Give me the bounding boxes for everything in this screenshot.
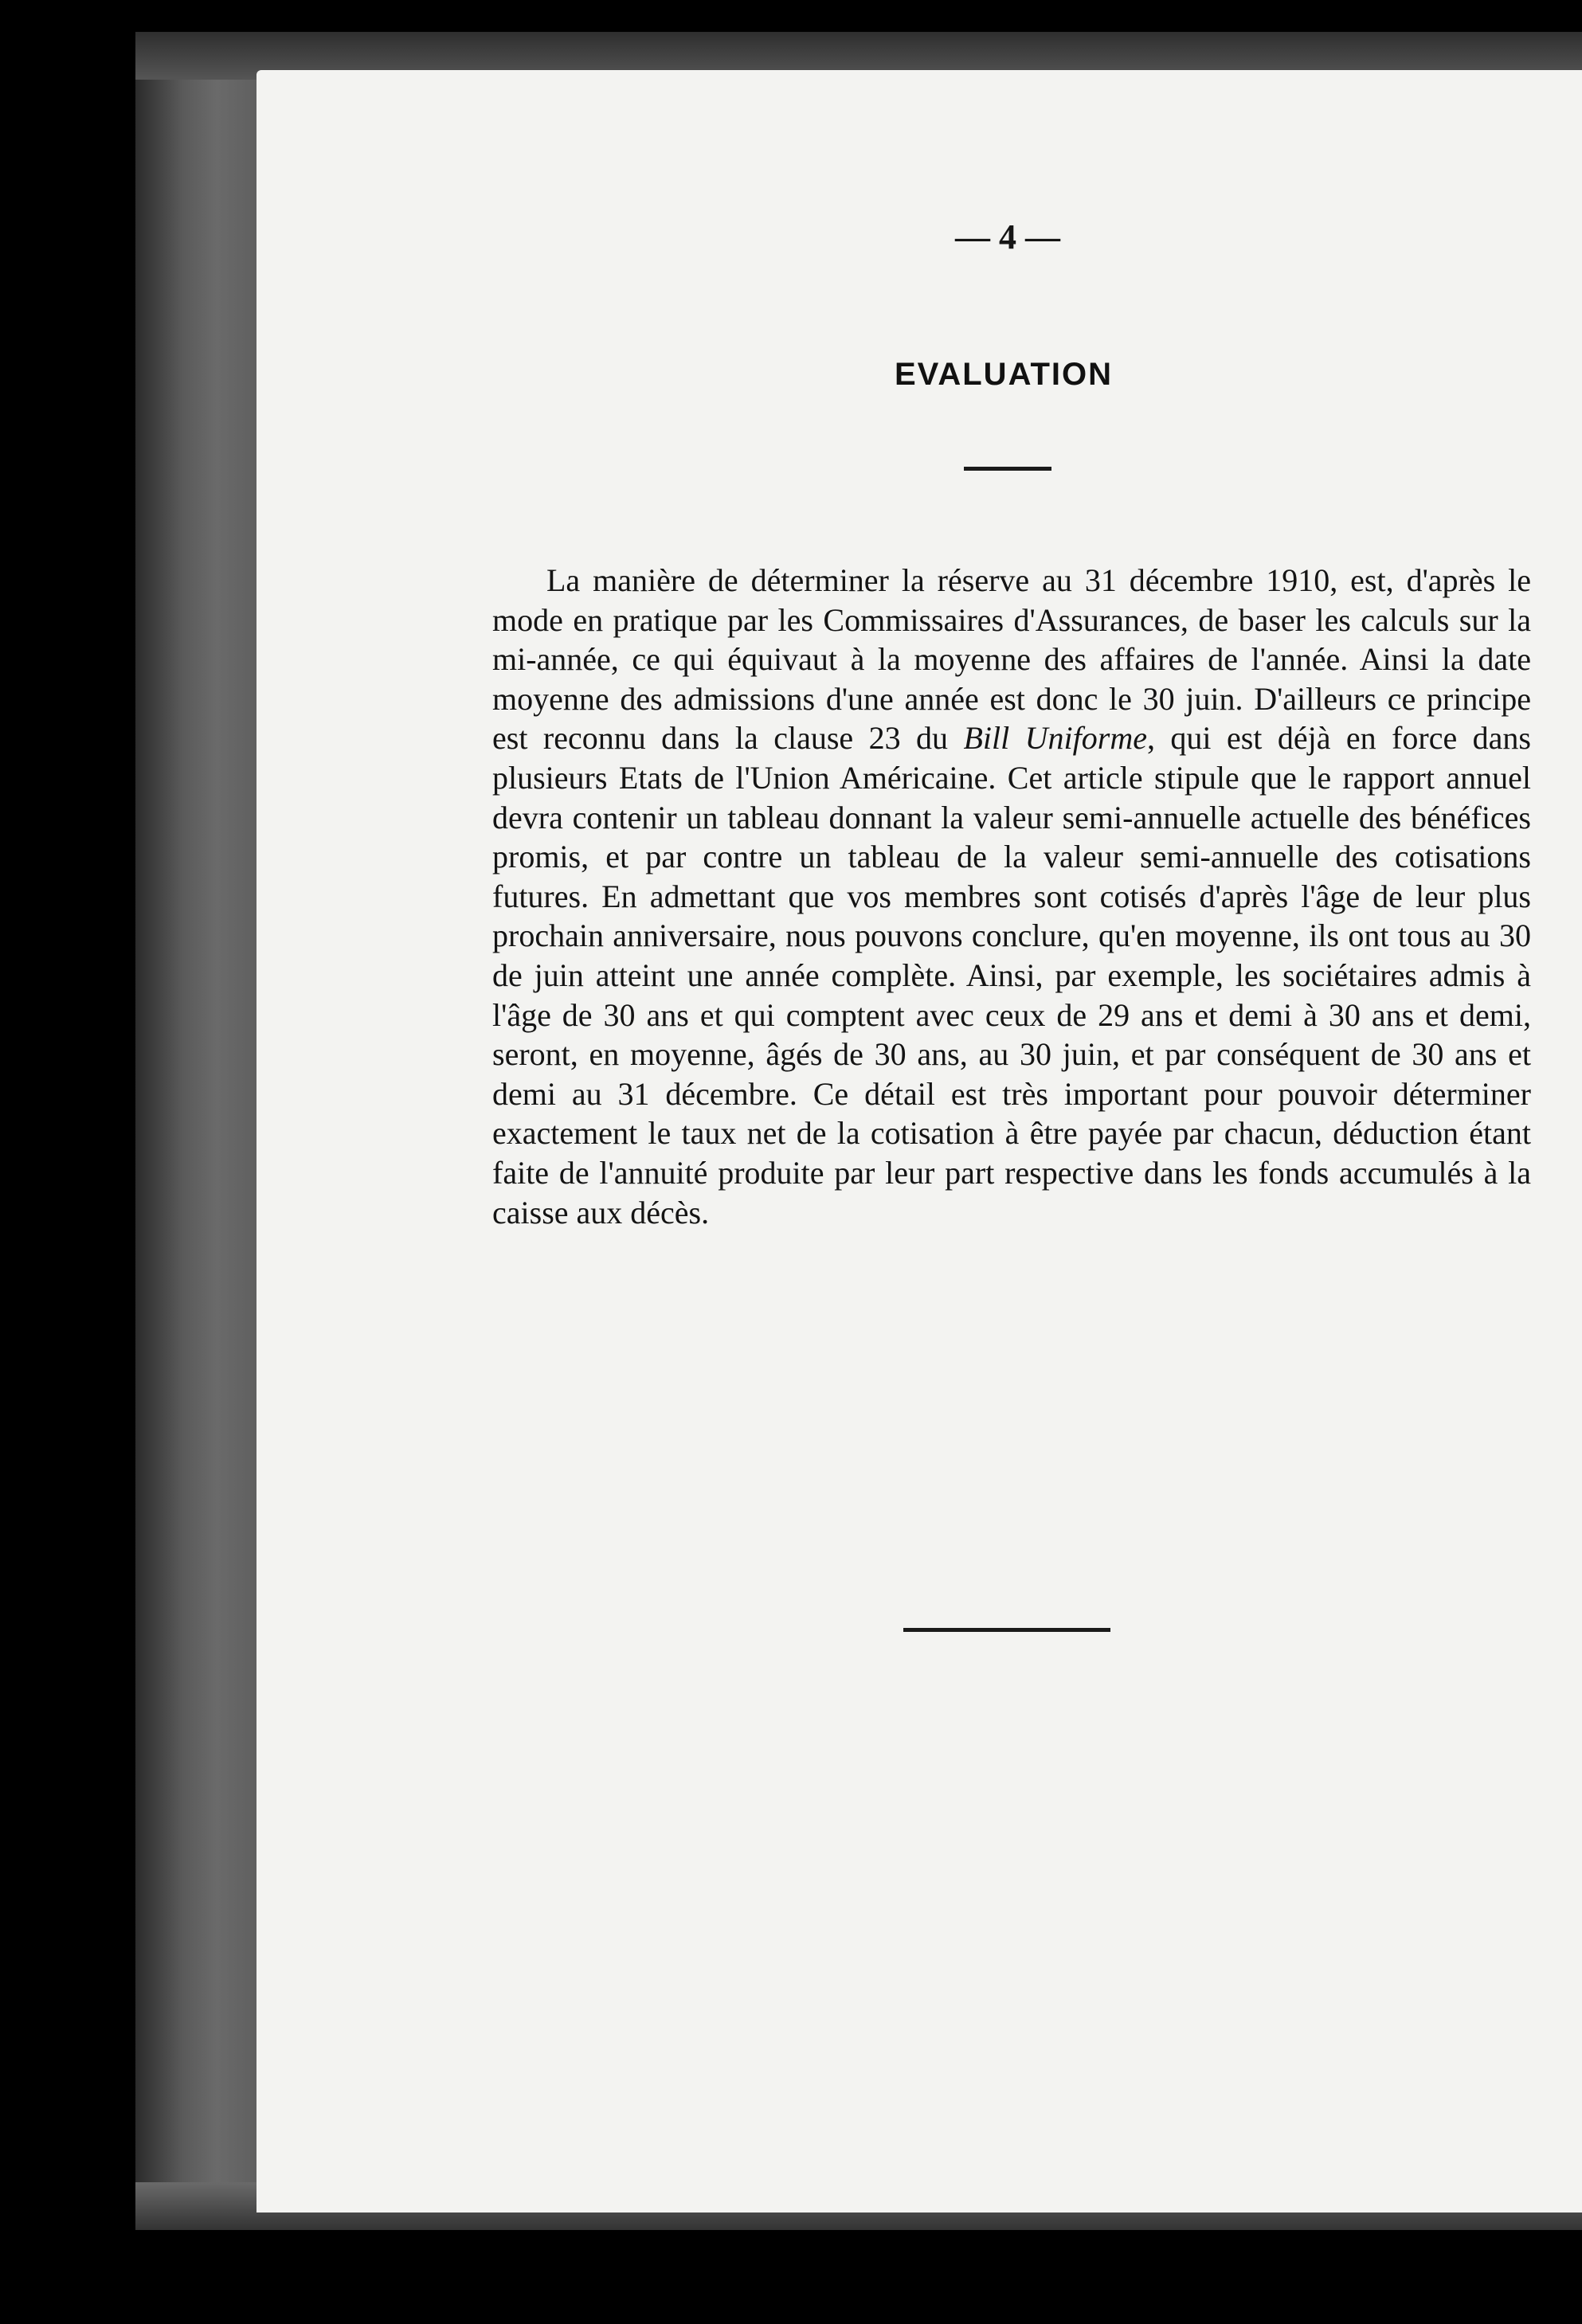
paragraph-italic-title: Bill Uniforme: [963, 720, 1147, 757]
body-paragraph: [492, 561, 1531, 1232]
page-number: — 4 —: [955, 217, 1060, 256]
scan-border-left: [135, 32, 271, 2230]
section-heading: EVALUATION: [894, 357, 1114, 392]
end-divider: [903, 1628, 1110, 1632]
paragraph-text-part1: La manière de déterminer la réserve au 31 décembre 1910, est, d'après le mode en pratique par les Commissaires d'Assurances, de baser les calculs sur la mi-année, ce qui équivaut à la moyenne des affaires de l'année. Ainsi la date moyenne des admissions d'une année est donc le 30 juin. D'ailleurs ce principe est reconnu dans la clause 23 du: [492, 562, 1531, 757]
paragraph-text-part2: , qui est déjà en force dans plusieurs Etats de l'Union Américaine. Cet article stipule que le rapport annuel devra contenir un tableau donnant la valeur semi-annuelle actuelle des bénéfices promis, et par contre un tableau de la valeur semi-annuelle des cotisations futures. En admettant que vos membres sont cotisés d'après l'âge de leur plus prochain anniversaire, nous pouvons conclure, qu'en moyenne, ils ont tous au 30 de juin atteint une année complète. Ainsi, par exemple, les sociétaires admis à l'âge de 30 ans et qui comptent avec ceux de 29 ans et demi à 30 ans et demi, seront, en moyenne, âgés de 30 ans, au 30 juin, et par conséquent de 30 ans et demi au 31 décembre. Ce détail est très important pour pouvoir déterminer exactement le taux net de la cotisation à être payée par chacun, déduction étant faite de l'annuité produite par leur part respective dans les fonds accumulés à la caisse aux décès.: [492, 720, 1531, 1230]
heading-divider: [964, 467, 1051, 471]
